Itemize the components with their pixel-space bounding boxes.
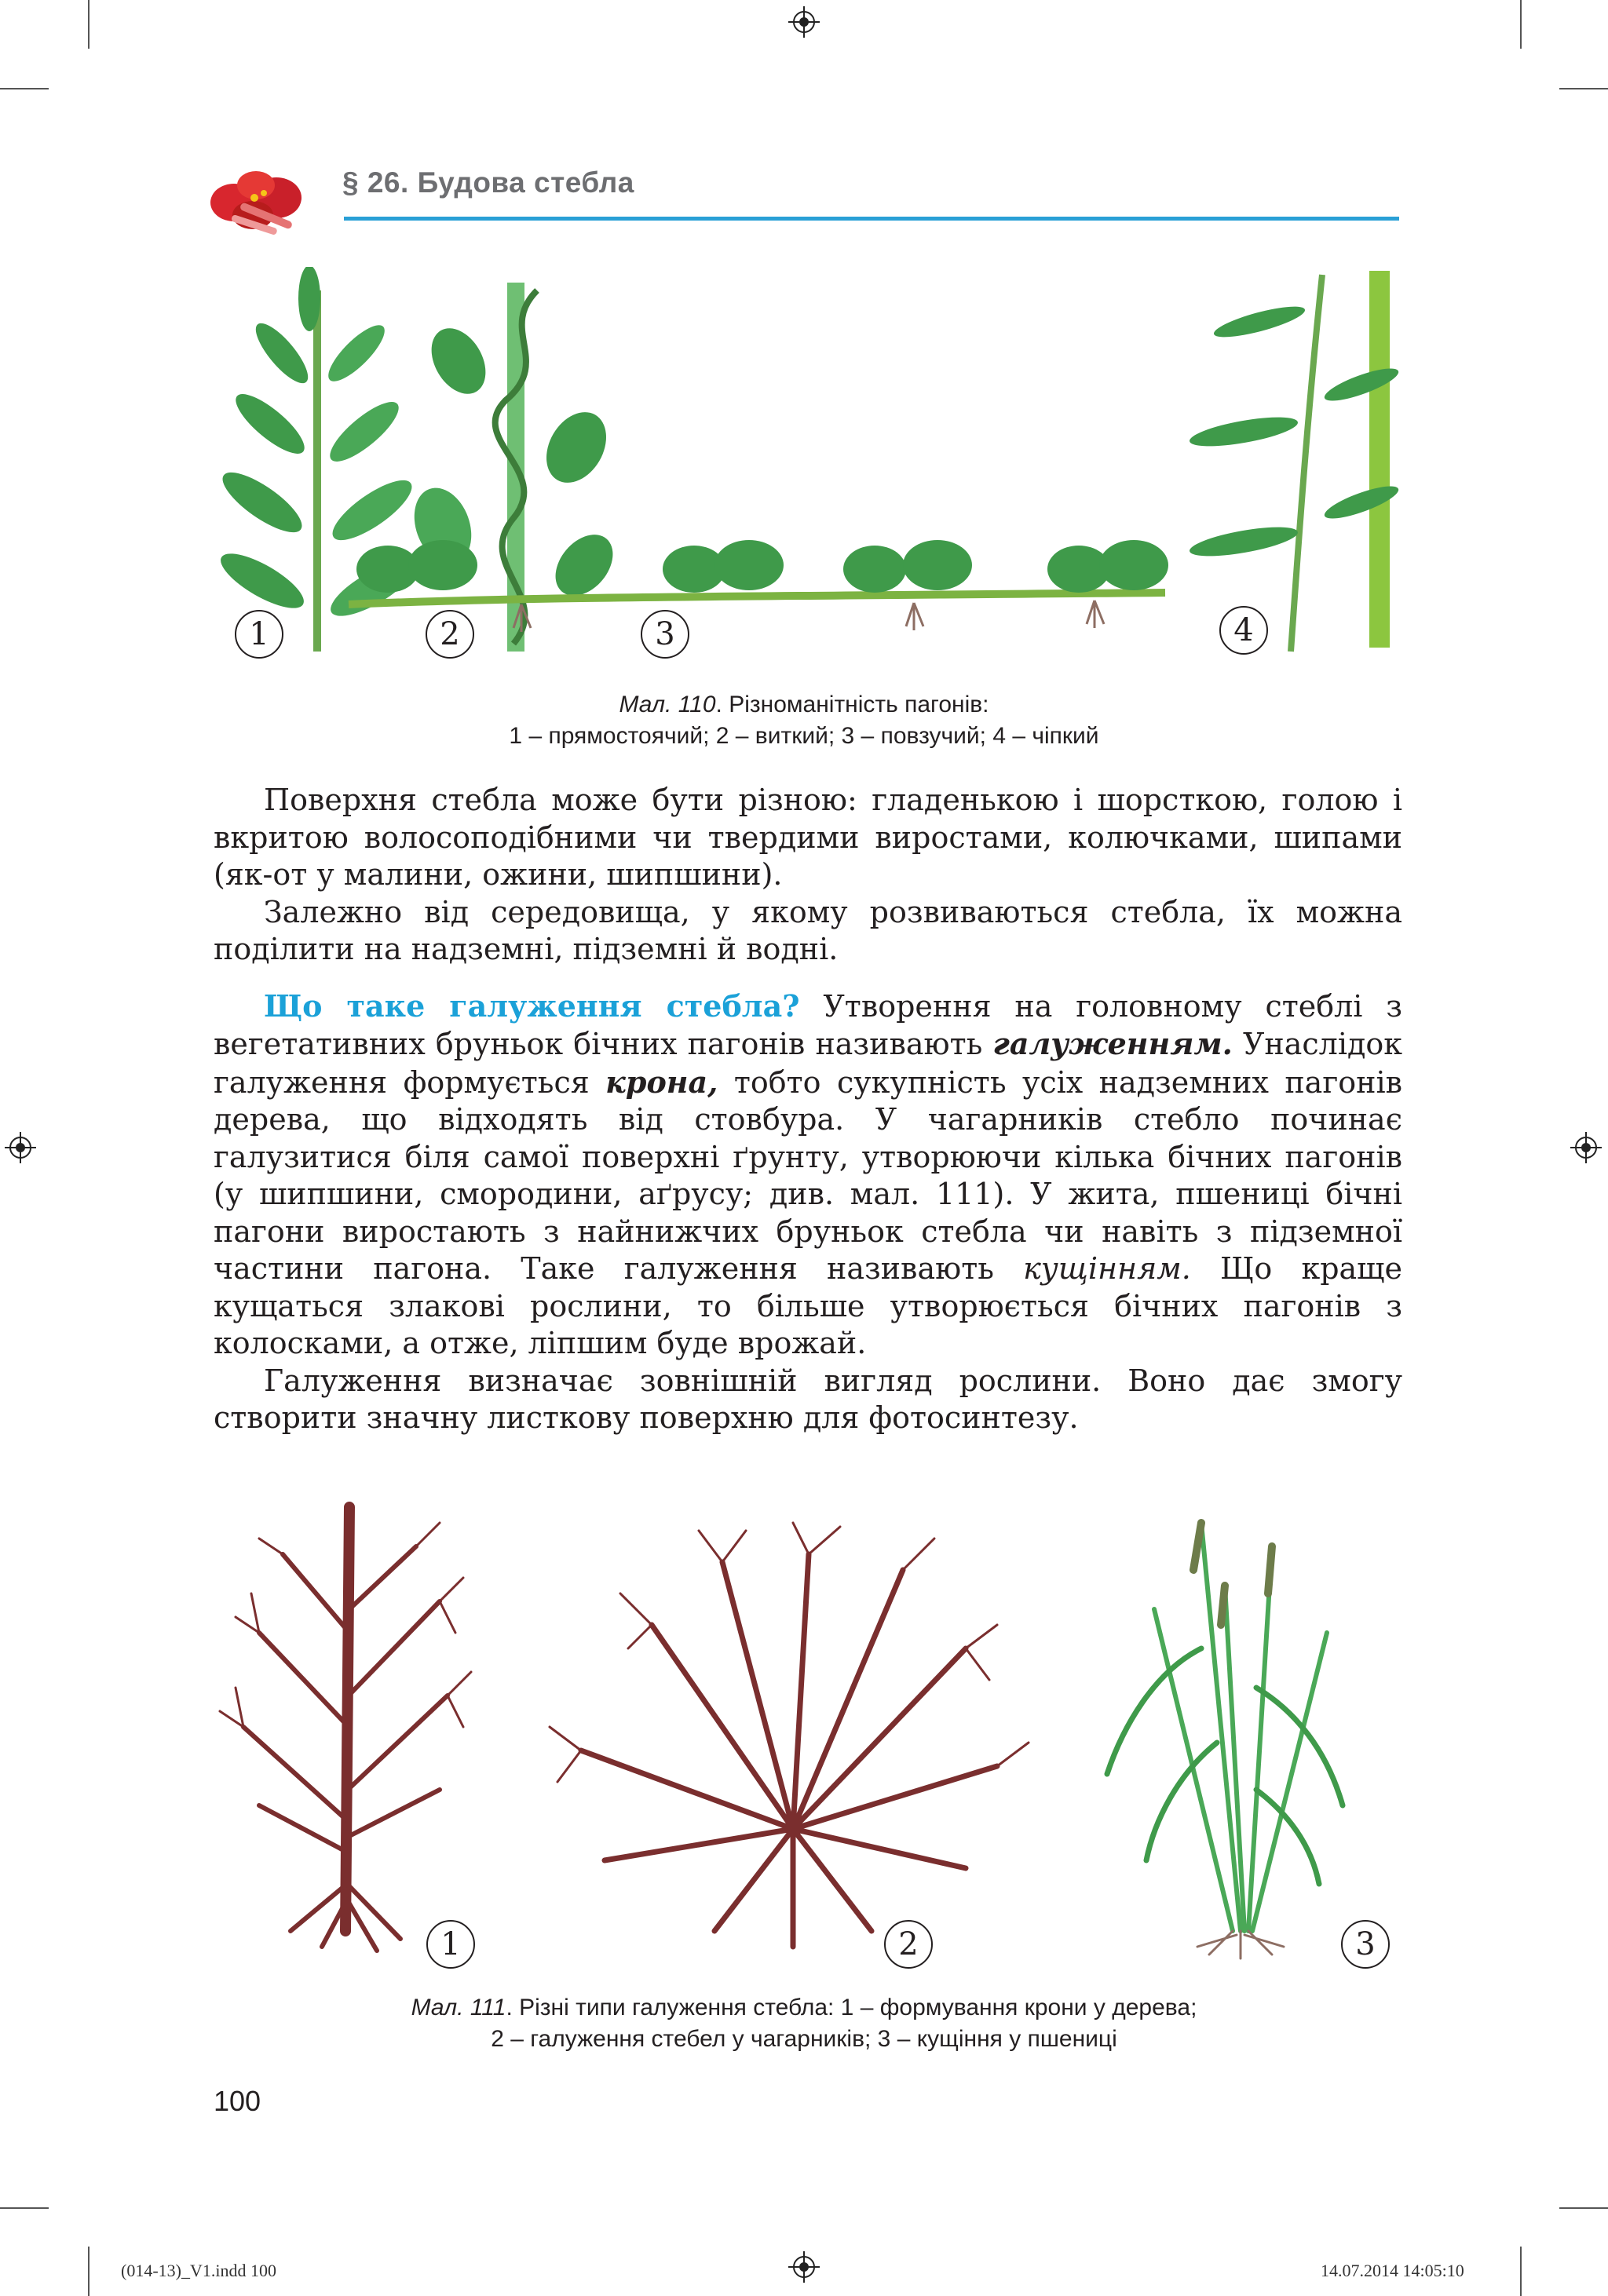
figure-111-label-1: 1 xyxy=(426,1920,475,1969)
crop-mark xyxy=(1559,88,1608,89)
paragraph-branching-text-c: тобто сукупність усіх надземних пагонів дерева, що відходять від стовбура. У чагарників стебло починає галузитися біля самої поверхні ґрунту, утворюючи кілька бічних пагонів (у шипшини, смородини, аґрусу; див. мал. 111). У жита, пшениці бічні пагони виростають з найнижчих бруньок стебла чи навіть з підземної частини пагона. Таке галуження називають xyxy=(214,1064,1402,1286)
upright-shoot-drawing xyxy=(214,267,421,652)
header-rule xyxy=(344,217,1399,221)
crop-mark xyxy=(1520,0,1522,49)
registration-mark-icon xyxy=(1570,1132,1602,1163)
figure-111-caption xyxy=(254,1992,1354,2055)
page-number: 100 xyxy=(214,2085,261,2117)
section-question: Що таке галуження стебла? xyxy=(264,987,800,1024)
slug-filename: (014-13)_V1.indd 100 xyxy=(121,2261,276,2280)
shrub-drawing xyxy=(550,1523,1029,1947)
tree-crown-drawing xyxy=(220,1507,471,1951)
figure-110-caption xyxy=(333,689,1275,752)
paragraph-branching-text-d: Що краще кущаться злакові рослини, то більше утворюється бічних пагонів з колосками, а отже, ліпшим буде врожай. xyxy=(214,1251,1402,1360)
crop-mark xyxy=(88,0,90,49)
clinging-shoot-drawing xyxy=(1188,271,1401,652)
registration-mark-icon xyxy=(788,6,820,38)
figure-111-label-2: 2 xyxy=(884,1920,933,1969)
registration-mark-icon xyxy=(788,2251,820,2283)
wheat-drawing xyxy=(1107,1523,1343,1958)
figure-110-label-1: 1 xyxy=(235,610,283,659)
crop-mark xyxy=(0,88,49,89)
body-text xyxy=(214,782,1402,1437)
figure-110-label-2: 2 xyxy=(426,610,474,659)
paragraph-environment: Залежно від середовища, у якому розвиваються стебла, їх можна поділити на надземні, підземні й водні. xyxy=(214,894,1402,966)
paragraph-appearance: Галуження визначає зовнішній вигляд рослини. Воно дає змогу створити значну листкову поверхню для фотосинтезу. xyxy=(214,1363,1402,1435)
figure-111-caption-line1: . Різні типи галуження стебла: 1 – формування крони у дерева; xyxy=(506,1995,1197,2020)
crop-mark xyxy=(1559,2207,1608,2209)
term-branching: галуженням. xyxy=(992,1026,1233,1061)
figure-110-caption-label: Мал. 110 xyxy=(619,692,716,717)
figure-111-caption-line2: 2 – галуження стебел у чагарників; 3 – кущіння у пшениці xyxy=(491,2026,1117,2052)
figure-110-label-3: 3 xyxy=(641,610,689,659)
slug-timestamp: 14.07.2014 14:05:10 xyxy=(1321,2261,1464,2280)
section-title: § 26. Будова стебла xyxy=(342,166,634,199)
paragraph-branching-text-b: Унаслідок галуження формується xyxy=(214,1027,1402,1100)
term-tillering: кущінням. xyxy=(1023,1251,1191,1286)
paragraph-branching-text-a: Утворення на головному стеблі з вегетативних бруньок бічних пагонів називають xyxy=(214,988,1402,1061)
figure-110-illustration xyxy=(207,267,1401,659)
crop-mark xyxy=(0,2207,49,2209)
crop-mark xyxy=(1520,2247,1522,2296)
figure-111-caption-label: Мал. 111 xyxy=(411,1995,506,2020)
term-crown: крона, xyxy=(605,1064,718,1100)
figure-110-caption-line1: . Різноманітність пагонів: xyxy=(715,692,989,717)
figure-110-caption-line2: 1 – прямостоячий; 2 – виткий; 3 – повзучий; 4 – чіпкий xyxy=(509,723,1099,749)
paragraph-surface: Поверхня стебла може бути різною: гладенькою і шорсткою, голою і вкритою волосоподібними чи твердими виростами, колючками, шипами (як-от у малини, ожини, шипшини). xyxy=(214,783,1402,892)
figure-110-label-4: 4 xyxy=(1219,606,1268,655)
registration-mark-icon xyxy=(5,1132,36,1163)
figure-111-label-3: 3 xyxy=(1341,1920,1390,1969)
creeping-shoot-drawing xyxy=(349,540,1168,632)
crop-mark xyxy=(88,2247,90,2296)
paragraph-branching xyxy=(214,987,1402,1363)
flower-logo-icon xyxy=(207,166,306,245)
figure-111-illustration xyxy=(212,1491,1405,1962)
